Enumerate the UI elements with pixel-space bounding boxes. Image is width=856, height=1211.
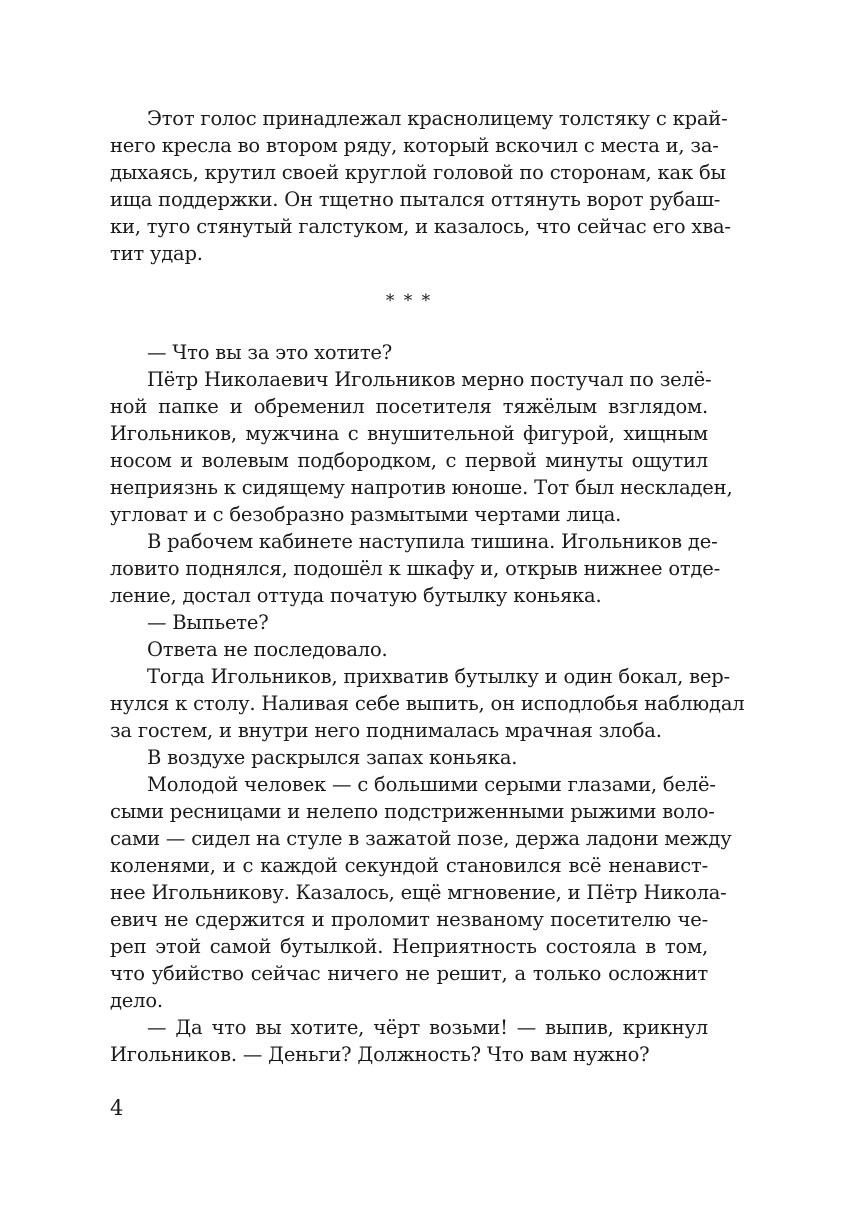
text-line: сами — сидел на стуле в зажатой позе, держа ладони между — [110, 827, 732, 850]
text-line: В рабочем кабинете наступила тишина. Игольников де- — [147, 530, 718, 553]
text-line: коленями, и с каждой секундой становился всё ненавист- — [110, 854, 708, 877]
text-line: него кресла во втором ряду, который вскочил с места и, за- — [110, 134, 719, 157]
text-line: евич не сдержится и проломит незваному посетителю че- — [110, 908, 708, 931]
text-line: тит удар. — [110, 242, 203, 265]
text-line: реп этой самой бутылкой. Неприятность состояла в том, — [110, 935, 708, 958]
text-line: В воздухе раскрылся запах коньяка. — [147, 746, 518, 769]
text-block-opening — [110, 105, 731, 267]
text-line: ной папке и обременил посетителя тяжёлым взглядом. — [110, 395, 708, 418]
text-line: Пётр Николаевич Игольников мерно постучал по зелё- — [147, 368, 712, 391]
page-number: 4 — [110, 1096, 124, 1120]
text-line: ища поддержки. Он тщетно пытался оттянуть ворот рубаш- — [110, 188, 721, 211]
text-line: Молодой человек — с большими серыми глазами, белё- — [147, 773, 716, 796]
text-line: Этот голос принадлежал краснолицему толстяку с край- — [147, 107, 728, 130]
text-line: неприязнь к сидящему напротив юноше. Тот был нескладен, — [110, 476, 733, 499]
text-line: нее Игольникову. Казалось, ещё мгновение, и Пётр Никола- — [110, 881, 727, 904]
text-block-main — [110, 339, 745, 1068]
text-line: сыми ресницами и нелепо подстриженными рыжими воло- — [110, 800, 715, 823]
text-line: ловито поднялся, подошёл к шкафу и, открыв нижнее отде- — [110, 557, 721, 580]
text-line: дыхаясь, крутил своей круглой головой по сторонам, как бы — [110, 161, 726, 184]
text-line: Игольников, мужчина с внушительной фигурой, хищным — [110, 422, 708, 445]
text-line: за гостем, и внутри него поднималась мрачная злоба. — [110, 719, 662, 742]
text-line: носом и волевым подбородком, с первой минуты ощутил — [110, 449, 708, 472]
text-line: Тогда Игольников, прихватив бутылку и один бокал, вер- — [147, 665, 730, 688]
text-line: — Выпьете? — [147, 611, 269, 634]
text-line: — Что вы за это хотите? — [147, 341, 393, 364]
text-line: что убийство сейчас ничего не решит, а только осложнит — [110, 962, 708, 985]
text-line: — Да что вы хотите, чёрт возьми! — выпив, крикнул — [147, 1016, 708, 1039]
text-line: дело. — [110, 989, 163, 1012]
text-line: Игольников. — Деньги? Должность? Что вам нужно? — [110, 1043, 650, 1066]
text-line: угловат и с безобразно размытыми чертами лица. — [110, 503, 622, 526]
page-body — [110, 105, 745, 1066]
text-line: Ответа не последовало. — [147, 638, 388, 661]
text-line: ление, достал оттуда початую бутылку коньяка. — [110, 584, 602, 607]
text-line: нулся к столу. Наливая себе выпить, он исподлобья наблюдал — [110, 692, 745, 715]
text-line: ки, туго стянутый галстуком, и казалось, что сейчас его хва- — [110, 215, 731, 238]
section-separator: * * * — [385, 291, 433, 311]
